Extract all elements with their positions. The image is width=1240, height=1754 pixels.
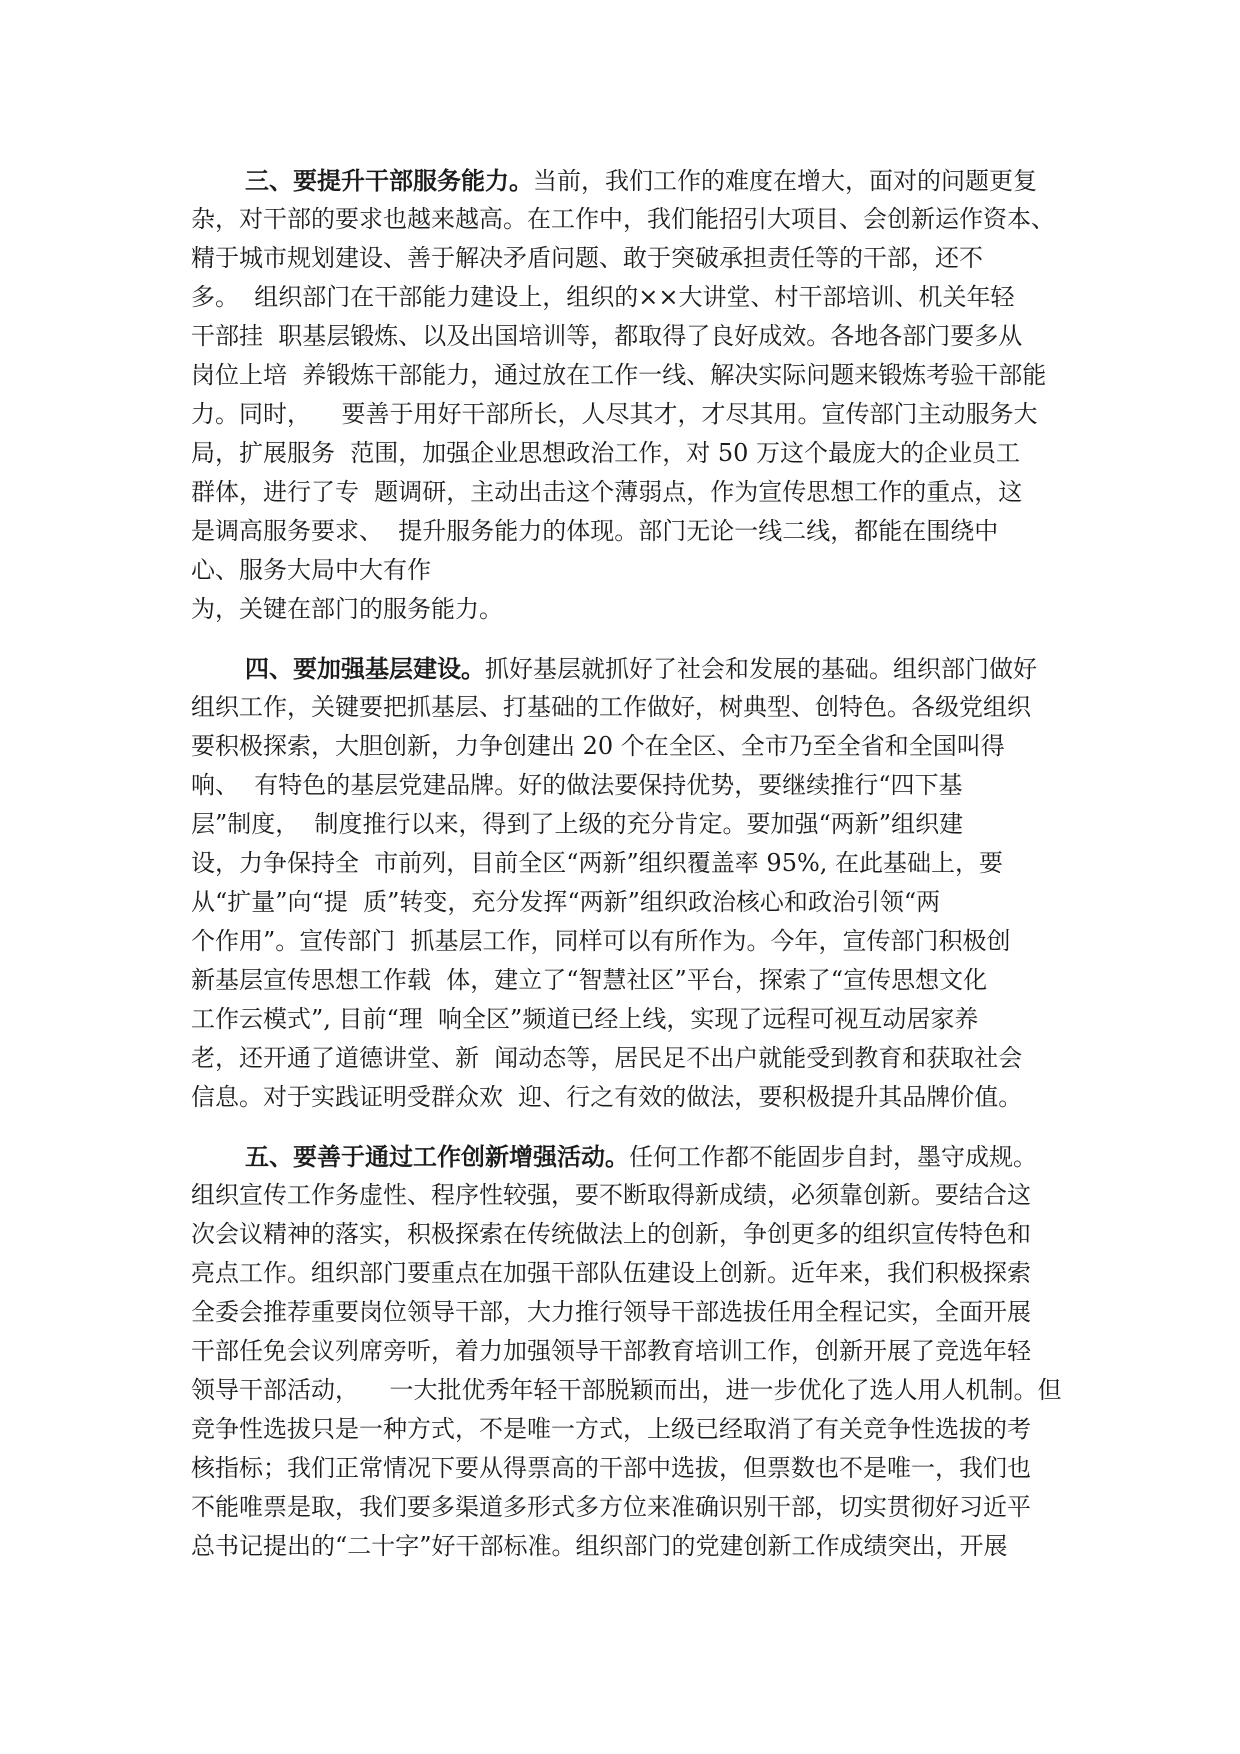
paragraph-line: 个作用”。宣传部门 抓基层工作，同样可以有所作为。今年，宣传部门积极创 <box>191 927 1011 955</box>
paragraph-line: 岗位上培 养锻炼干部能力，通过放在工作一线、解决实际问题来锻炼考验干部能 <box>191 361 1047 389</box>
section-five-heading: 五、要善于通过工作创新增强活动。 <box>245 1142 629 1171</box>
paragraph-line: 从“扩量”向“提 质”转变，充分发挥“两新”组织政治核心和政治引领“两 <box>191 888 941 916</box>
paragraph-line: 局，扩展服务 范围，加强企业思想政治工作，对 50 万这个最庞大的企业员工 <box>191 439 1021 467</box>
paragraph-line: 新基层宣传思想工作载 体，建立了“智慧社区”平台，探索了“宣传思想文化 <box>191 966 988 994</box>
paragraph-line: 是调高服务要求、 提升服务能力的体现。部门无论一线二线，都能在围绕中 <box>191 517 999 545</box>
paragraph-line: 核指标；我们正常情况下要从得票高的干部中选拔，但票数也不是唯一，我们也 <box>191 1454 1031 1482</box>
paragraph-line: 总书记提出的“二十字”好干部标准。组织部门的党建创新工作成绩突出，开展 <box>191 1532 1008 1560</box>
paragraph-line: 响、 有特色的基层党建品牌。好的做法要保持优势，要继续推行“四下基 <box>191 771 963 799</box>
paragraph-line: 领导干部活动， 一大批优秀年轻干部脱颖而出，进一步优化了选人用人机制。但 <box>191 1376 1062 1404</box>
paragraph-line: 为，关键在部门的服务能力。 <box>191 595 503 623</box>
paragraph-line: 干部挂 职基层锻炼、以及出国培训等，都取得了良好成效。各地各部门要多从 <box>191 322 1023 350</box>
paragraph-line: 信息。对于实践证明受群众欢 迎、行之有效的做法，要积极提升其品牌价值。 <box>191 1083 1023 1111</box>
paragraph-line: 不能唯票是取，我们要多渠道多形式多方位来准确识别干部，切实贯彻好习近平 <box>191 1493 1031 1521</box>
paragraph-line: 老，还开通了道德讲堂、新 闻动态等，居民足不出户就能受到教育和获取社会 <box>191 1044 1023 1072</box>
paragraph-line: 组织宣传工作务虚性、程序性较强，要不断取得新成绩，必须靠创新。要结合这 <box>191 1181 1031 1209</box>
document-body <box>191 161 1061 1586</box>
section-three-heading: 三、要提升干部服务能力。 <box>245 166 533 195</box>
section-four-paragraph <box>191 649 1061 1117</box>
paragraph-line: 干部任免会议列席旁听，着力加强领导干部教育培训工作，创新开展了竞选年轻 <box>191 1337 1031 1365</box>
paragraph-line: 杂，对干部的要求也越来越高。在工作中，我们能招引大项目、会创新运作资本、 <box>191 205 1055 233</box>
paragraph-line: 全委会推荐重要岗位领导干部，大力推行领导干部选拔任用全程记实，全面开展 <box>191 1298 1031 1326</box>
paragraph-line: 次会议精神的落实，积极探索在传统做法上的创新，争创更多的组织宣传特色和 <box>191 1220 1031 1248</box>
paragraph-line: 力。同时， 要善于用好干部所长，人尽其才，才尽其用。宣传部门主动服务大 <box>191 400 1038 428</box>
paragraph-line: 要积极探索，大胆创新，力争创建出 20 个在全区、全市乃至全省和全国叫得 <box>191 732 1005 760</box>
paragraph-line: 组织工作，关键要把抓基层、打基础的工作做好，树典型、创特色。各级党组织 <box>191 693 1031 721</box>
paragraph-line: 亮点工作。组织部门要重点在加强干部队伍建设上创新。近年来，我们积极探索 <box>191 1259 1031 1287</box>
section-three-paragraph <box>191 161 1061 629</box>
line-text: 当前，我们工作的难度在增大，面对的问题更复 <box>533 167 1037 195</box>
section-four-heading: 四、要加强基层建设。 <box>245 654 485 683</box>
paragraph-line <box>191 1137 1061 1176</box>
paragraph-line: 群体，进行了专 题调研，主动出击这个薄弱点，作为宣传思想工作的重点，这 <box>191 478 1023 506</box>
paragraph-line: 工作云模式”, 目前“理 响全区”频道已经上线，实现了远程可视互动居家养 <box>191 1005 979 1033</box>
paragraph-line: 竞争性选拔只是一种方式，不是唯一方式，上级已经取消了有关竞争性选拔的考 <box>191 1415 1031 1443</box>
paragraph-line <box>191 161 1061 200</box>
section-five-paragraph <box>191 1137 1061 1566</box>
paragraph-line: 精于城市规划建设、善于解决矛盾问题、敢于突破承担责任等的干部，还不 <box>191 244 983 272</box>
paragraph-line: 多。 组织部门在干部能力建设上，组织的××大讲堂、村干部培训、机关年轻 <box>191 283 1015 311</box>
paragraph-line: 设，力争保持全 市前列，目前全区“两新”组织覆盖率 95%, 在此基础上，要 <box>191 849 1004 877</box>
line-text: 抓好基层就抓好了社会和发展的基础。组织部门做好 <box>485 655 1037 683</box>
paragraph-line: 层”制度， 制度推行以来，得到了上级的充分肯定。要加强“两新”组织建 <box>191 810 964 838</box>
paragraph-line <box>191 649 1061 688</box>
line-text: 任何工作都不能固步自封，墨守成规。 <box>629 1143 1037 1171</box>
paragraph-line: 心、服务大局中大有作 <box>191 556 431 584</box>
